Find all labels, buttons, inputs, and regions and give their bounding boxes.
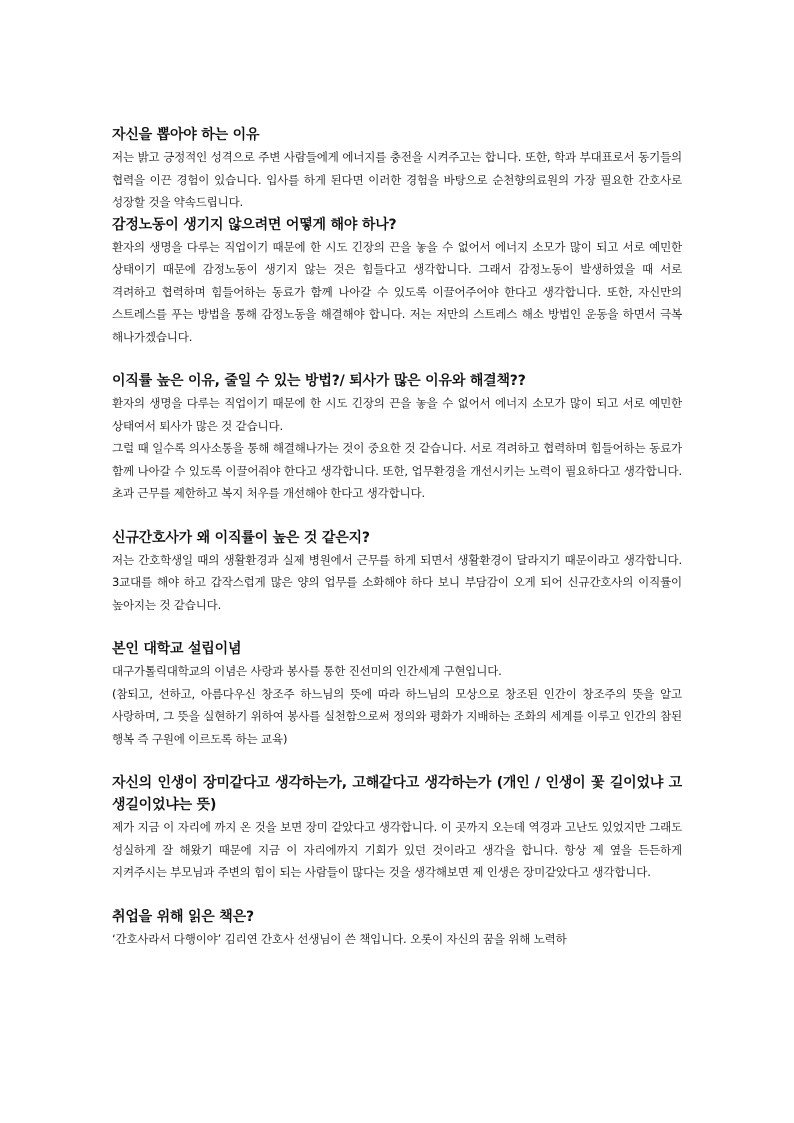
section-paragraph: 그럴 때 일수록 의사소통을 통해 해결해나가는 것이 중요한 것 같습니다. 서로 격려하고 협력하며 힘들어하는 동료가 함께 나아갈 수 있도록 이끌어줘야 한다고 생각합니다. 또한, 업무환경을 개선시키는 노력이 필요하다고 생각합니다. 초과 근무를 제한하고 복지 처우를 개선해야 한다고 생각합니다. (112, 441, 682, 500)
section-paragraph: 저는 간호학생일 때의 생활환경과 실제 병원에서 근무를 하게 되면서 생활환경이 달라지기 때문이라고 생각합니다. 3교대를 해야 하고 갑작스럽게 많은 양의 업무를 소화해야 하다 보니 부담감이 오게 되어 신규간호사의 이직률이 높아지는 것 같습니다. (112, 552, 682, 612)
section-turnover (112, 370, 682, 505)
section-paragraph: 환자의 생명을 다루는 직업이기 때문에 한 시도 긴장의 끈을 놓을 수 없어서 에너지 소모가 많이 되고 서로 예민한 상태이기 때문에 감정노동이 생기지 않는 것은 힘들다고 생각합니다. 그래서 감정노동이 발생하였을 때 서로 격려하고 협력하며 힘들어하는 동료가 함께 나아갈 수 있도록 이끌어주어야 한다고 생각합니다. 또한, 자신만의 스트레스를 푸는 방법을 통해 감정노동을 해결해야 합니다. 저는 저만의 스트레스 해소 방법인 운동을 하면서 극복 해나가겠습니다. (112, 239, 682, 344)
section-life-view (112, 772, 682, 884)
section-paragraph: (참되고, 선하고, 아름다우신 창조주 하느님의 뜻에 따라 하느님의 모상으로 창조된 인간이 창조주의 뜻을 알고 사랑하며, 그 뜻을 실현하기 위하여 봉사를 실천함으로써 정의와 평화가 지배하는 조화의 세계를 이루고 인간의 참된 행복 즉 구원에 이르도록 하는 교육) (112, 686, 682, 746)
section-paragraph: ‘간호사라서 다행이야’ 김리연 간호사 선생님이 쓴 책입니다. 오롯이 자신의 꿈을 위해 노력하 (112, 931, 567, 946)
spacer (112, 348, 682, 370)
section-paragraph: 환자의 생명을 다루는 직업이기 때문에 한 시도 긴장의 끈을 놓을 수 없어서 에너지 소모가 많이 되고 서로 예민한 상태여서 퇴사가 많은 것 같습니다. (112, 396, 682, 433)
section-heading: 취업을 위해 읽은 책은? (112, 908, 254, 925)
section-heading: 자신을 뽑아야 하는 이유 (112, 127, 260, 143)
section-why-hire (112, 124, 682, 214)
section-heading: 자신의 인생이 장미같다고 생각하는가, 고해같다고 생각하는가 (개인 / 인생이 꽃 길이었냐 고생길이었냐는 뜻) (112, 775, 682, 813)
spacer (112, 616, 682, 638)
document-page (112, 124, 682, 950)
section-paragraph: 제가 지금 이 자리에 까지 온 것을 보면 장미 같았다고 생각합니다. 이 곳까지 오는데 역경과 고난도 있었지만 그래도 성실하게 잘 해왔기 때문에 지금 이 자리에까지 기회가 있던 것이라고 생각을 합니다. 항상 제 옆을 든든하게 지켜주시는 부모님과 주변의 힘이 되는 사람들이 많다는 것을 생각해보면 제 인생은 장미같았다고 생각합니다. (112, 820, 682, 879)
spacer (112, 750, 682, 772)
section-emotional-labor (112, 214, 682, 349)
section-heading: 본인 대학교 설립이념 (112, 641, 242, 657)
section-university-ideology (112, 638, 682, 750)
spacer (112, 884, 682, 906)
section-books-read (112, 906, 682, 951)
section-heading: 감정노동이 생기지 않으려면 어떻게 해야 하나? (112, 216, 397, 233)
section-heading: 신규간호사가 왜 이직률이 높은 것 같은지? (112, 529, 370, 546)
section-new-nurse-turnover (112, 527, 682, 617)
section-paragraph: 대구가톨릭대학교의 이념은 사랑과 봉사를 통한 진선미의 인간세계 구현입니다. (112, 664, 502, 678)
section-paragraph: 저는 밝고 긍정적인 성격으로 주변 사람들에게 에너지를 충전을 시켜주고는 합니다. 또한, 학과 부대표로서 동기들의 협력을 이끈 경험이 있습니다. 입사를 하게 된다면 이러한 경험을 바탕으로 순천향의료원의 가장 필요한 간호사로 성장할 것을 약속드립니다. (112, 150, 682, 209)
spacer (112, 505, 682, 527)
section-heading: 이직률 높은 이유, 줄일 수 있는 방법?/ 퇴사가 많은 이유와 해결책?? (112, 373, 526, 389)
